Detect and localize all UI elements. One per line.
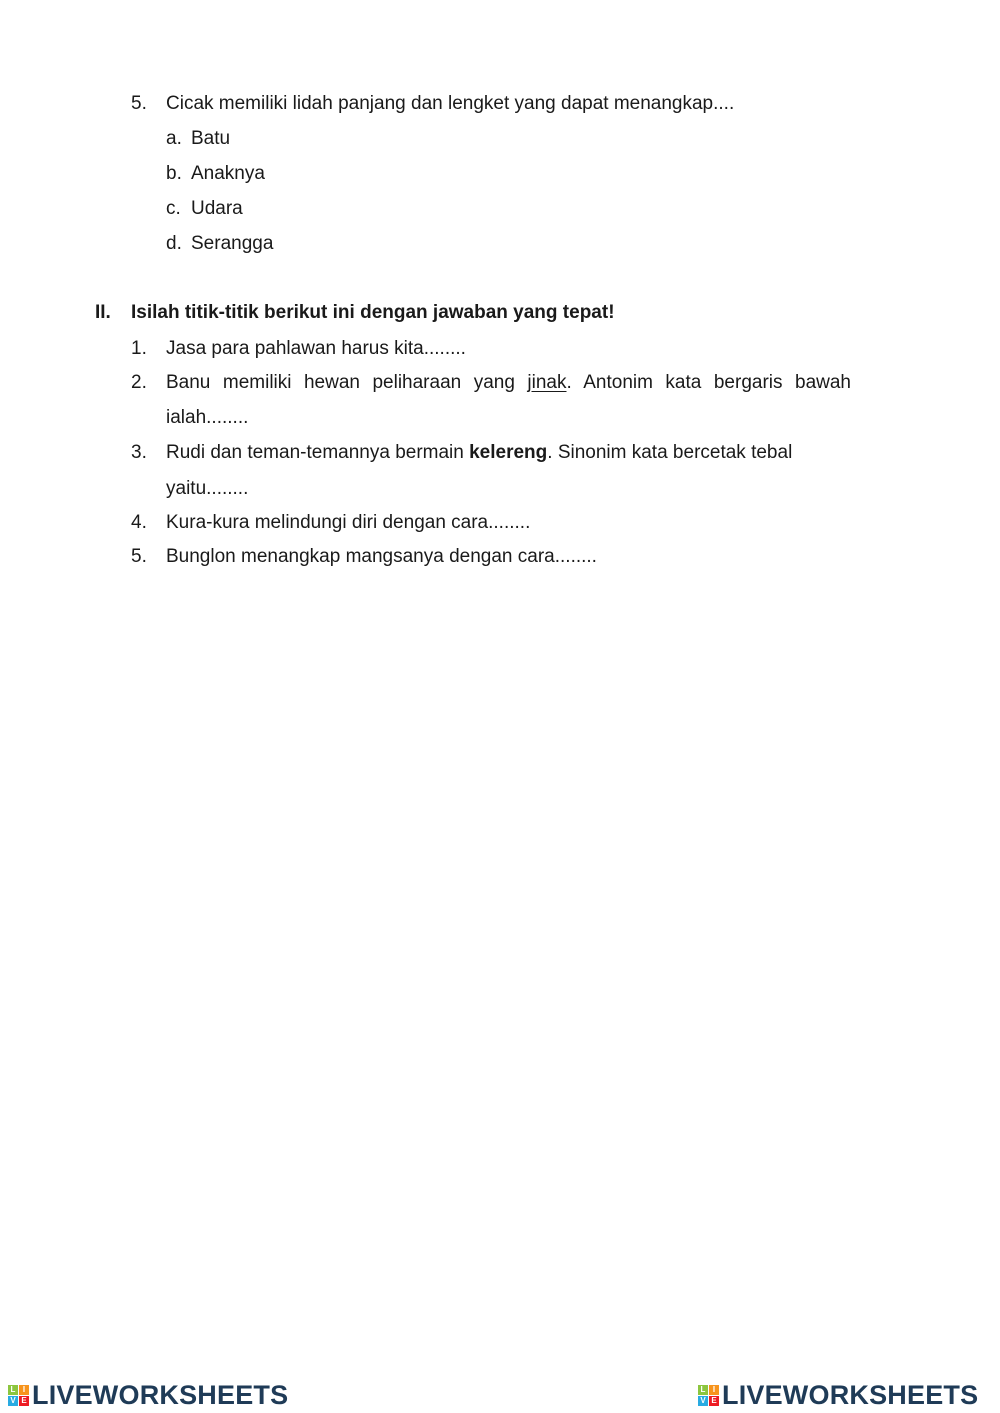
item-number: 3. [131,442,147,463]
question-text: Cicak memiliki lidah panjang dan lengket yang dapat menangkap.... [166,93,735,114]
section-title: Isilah titik-titik berikut ini dengan jawaban yang tepat! [131,302,615,323]
bold-word: kelereng [469,442,548,463]
item-text: Rudi dan teman-temannya bermain kelereng. Sinonim kata bercetak tebal [166,442,793,463]
item-text: Banu memiliki hewan peliharaan yang jinak. Antonim kata bergaris bawah [166,372,851,393]
question-number: 5. [131,93,147,114]
option-letter: c. [166,198,181,219]
underlined-word: jinak [527,372,567,393]
item-text: Kura-kura melindungi diri dengan cara........ [166,512,531,533]
liveworksheets-icon: L I V E [698,1385,719,1406]
liveworksheets-logo-right [698,1380,978,1410]
item-text: Bunglon menangkap mangsanya dengan cara........ [166,546,597,567]
liveworksheets-logo-left [8,1380,288,1410]
option-letter: d. [166,233,182,254]
item-text-continuation: yaitu........ [166,478,249,499]
option-text: Udara [191,198,243,219]
brand-name: LIVEWORKSHEETS [32,1379,289,1410]
brand-name: LIVEWORKSHEETS [722,1379,979,1410]
section-number: II. [95,302,111,323]
item-text: Jasa para pahlawan harus kita........ [166,338,466,359]
item-number: 5. [131,546,147,567]
option-text: Serangga [191,233,274,254]
item-number: 1. [131,338,147,359]
item-number: 4. [131,512,147,533]
item-text-continuation: ialah........ [166,407,249,428]
option-text: Batu [191,128,231,149]
option-letter: a. [166,128,182,149]
option-letter: b. [166,163,182,184]
option-text: Anaknya [191,163,265,184]
item-number: 2. [131,372,147,393]
liveworksheets-icon: L I V E [8,1385,29,1406]
